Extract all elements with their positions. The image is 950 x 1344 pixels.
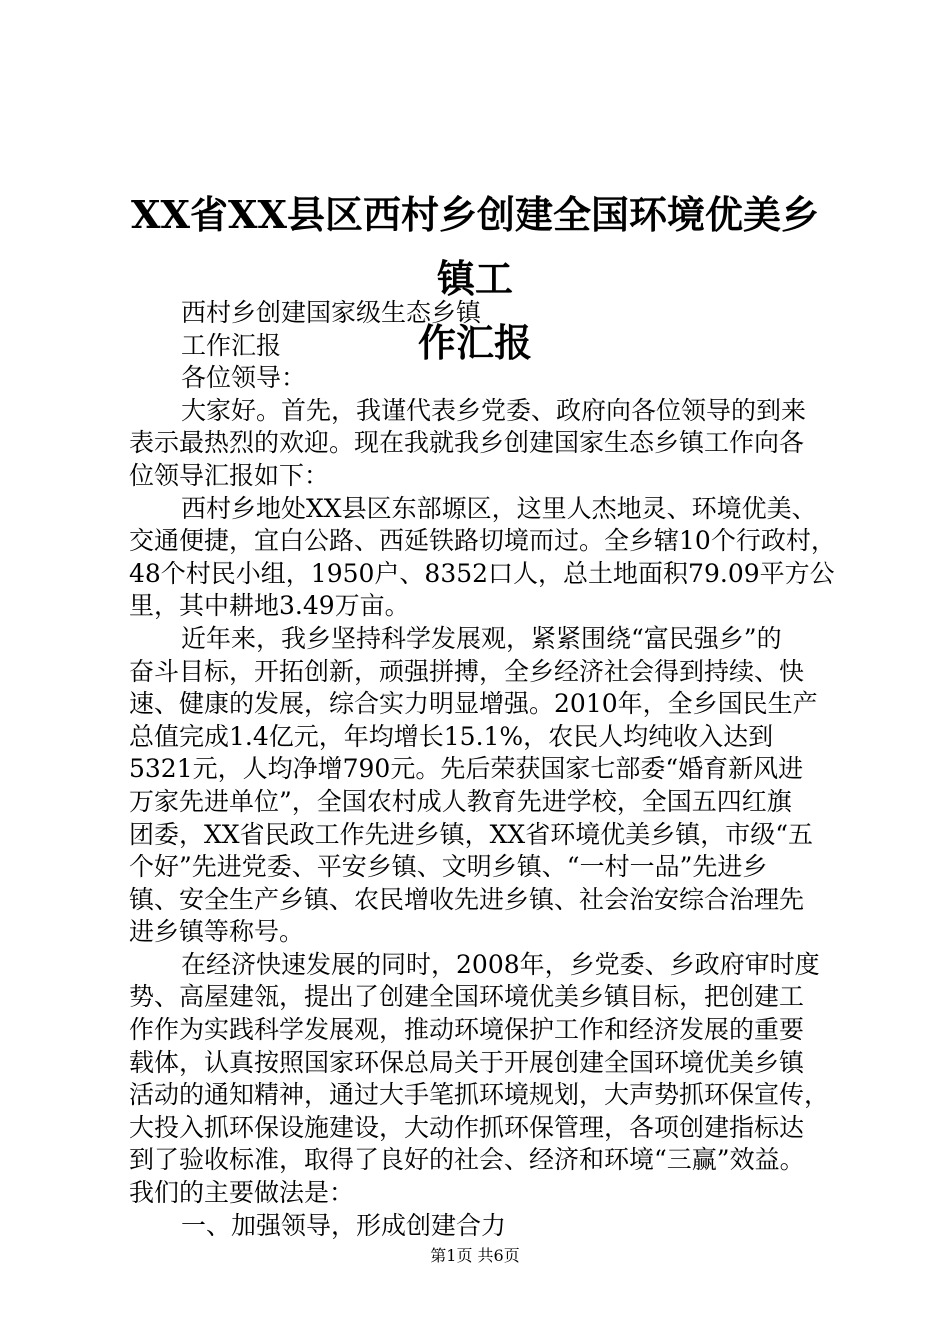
title-line-1: XX省XX县区西村乡创建全国环境优美乡镇工 xyxy=(131,192,819,301)
title-line-2: 作汇报 xyxy=(417,320,532,365)
body-line: 大投入抓环保设施建设，大动作抓环保管理，各项创建指标达 xyxy=(129,1112,805,1142)
body-line: 表示最热烈的欢迎。现在我就我乡创建国家生态乡镇工作向各 xyxy=(129,428,805,458)
body-line: 载体，认真按照国家环保总局关于开展创建全国环境优美乡镇 xyxy=(129,1047,805,1077)
body-line: 位领导汇报如下： xyxy=(129,460,330,490)
body-line: 5321元，人均净增790元。先后荣获国家七部委“婚育新风进 xyxy=(129,754,804,784)
body-line: 个好”先进党委、平安乡镇、文明乡镇、“一村一品”先进乡 xyxy=(129,852,768,882)
body-line: 一、加强领导，形成创建合力 xyxy=(181,1210,507,1240)
body-line: 工作汇报 xyxy=(181,330,282,360)
body-line: 进乡镇等称号。 xyxy=(129,917,305,947)
body-line: 西村乡地处XX县区东部塬区，这里人杰地灵、环境优美、 xyxy=(181,493,817,523)
body-line: 作作为实践科学发展观，推动环境保护工作和经济发展的重要 xyxy=(129,1015,805,1045)
body-line: 团委，XX省民政工作先进乡镇，XX省环境优美乡镇，市级“五 xyxy=(129,819,813,849)
body-line: 我们的主要做法是： xyxy=(129,1178,355,1208)
body-line: 各位领导： xyxy=(181,363,307,393)
body-line: 西村乡创建国家级生态乡镇 xyxy=(181,298,482,327)
body-line: 万家先进单位”，全国农村成人教育先进学校，全国五四红旗 xyxy=(129,786,792,816)
body-line: 总值完成1.4亿元，年均增长15.1%，农民人均纯收入达到 xyxy=(129,721,774,751)
body-line: 奋斗目标，开拓创新，顽强拼搏，全乡经济社会得到持续、快 xyxy=(129,656,805,686)
document-body xyxy=(129,297,836,1242)
page-footer: 第1页 共6页 xyxy=(430,1246,520,1265)
body-line: 活动的通知精神，通过大手笔抓环境规划，大声势抓环保宣传， xyxy=(129,1080,830,1110)
body-line: 交通便捷，宜白公路、西延铁路切境而过。全乡辖10个行政村， xyxy=(129,526,836,556)
body-line: 里，其中耕地3.49万亩。 xyxy=(129,591,410,621)
body-line: 势、高屋建瓴，提出了创建全国环境优美乡镇目标，把创建工 xyxy=(129,982,805,1012)
body-line: 在经济快速发展的同时，2008年，乡党委、乡政府审时度 xyxy=(181,949,820,979)
body-line: 大家好。首先，我谨代表乡党委、政府向各位领导的到来 xyxy=(181,395,807,425)
body-line: 48个村民小组，1950户、8352口人，总土地面积79.09平方公 xyxy=(129,558,835,588)
body-line: 到了验收标准，取得了良好的社会、经济和环境“三赢”效益。 xyxy=(129,1145,805,1175)
body-line: 近年来，我乡坚持科学发展观，紧紧围绕“富民强乡”的 xyxy=(181,623,782,653)
body-line: 速、健康的发展，综合实力明显增强。2010年，全乡国民生产 xyxy=(129,689,818,719)
body-line: 镇、安全生产乡镇、农民增收先进乡镇、社会治安综合治理先 xyxy=(129,884,805,914)
